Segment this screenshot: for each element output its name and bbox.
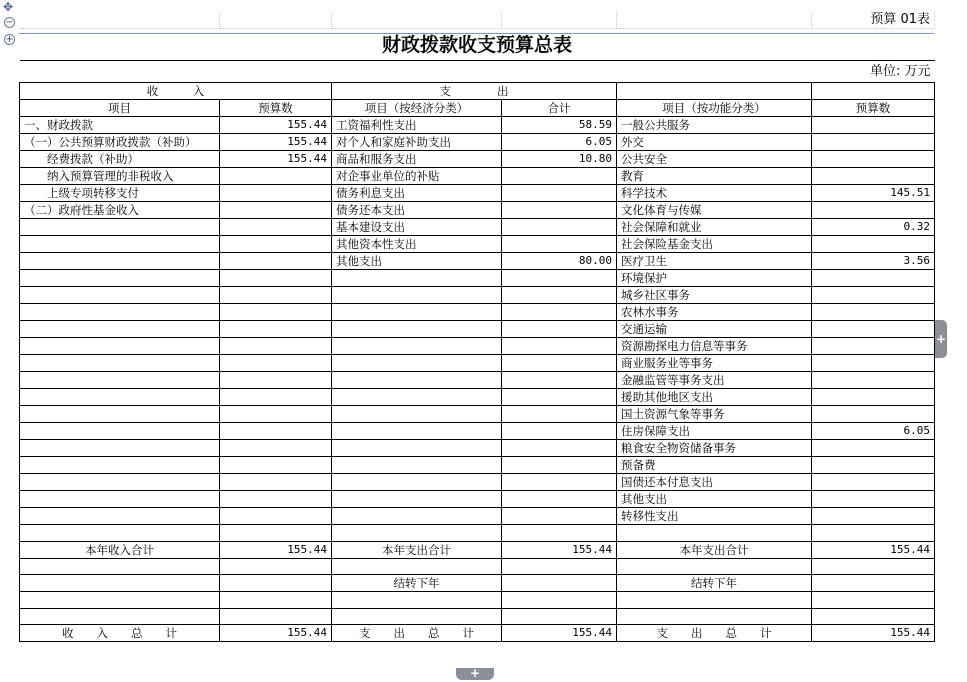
col-header-econ-item: 项目（按经济分类） [332, 100, 502, 117]
func-item-cell[interactable]: 金融监管等事务支出 [617, 372, 812, 389]
expand-plus-icon[interactable]: + [5, 34, 14, 45]
table-row [20, 202, 935, 219]
year-expense-value[interactable]: 155.44 [502, 541, 617, 558]
econ-total-cell[interactable] [502, 219, 617, 236]
func-item-cell[interactable]: 预备费 [617, 457, 812, 474]
econ-item-cell[interactable]: 基本建设支出 [332, 219, 502, 236]
year-income-label: 本年收入合计 [20, 541, 220, 558]
table-row [20, 304, 935, 321]
econ-item-cell[interactable] [332, 287, 502, 304]
income-item-cell[interactable] [20, 508, 220, 525]
econ-total-cell[interactable] [502, 372, 617, 389]
table-row [20, 525, 935, 542]
econ-total-cell[interactable] [502, 423, 617, 440]
econ-total-cell[interactable] [502, 525, 617, 542]
func-budget-cell[interactable]: 3.56 [812, 253, 935, 270]
func-budget-cell[interactable] [812, 457, 935, 474]
func-budget-cell[interactable] [812, 440, 935, 457]
col-header-total: 合计 [502, 100, 617, 117]
table-row [20, 355, 935, 372]
func-item-cell[interactable]: 粮食安全物资储备事务 [617, 440, 812, 457]
econ-item-cell[interactable]: 债务还本支出 [332, 202, 502, 219]
func-budget-cell[interactable] [812, 117, 935, 134]
func-budget-cell[interactable] [812, 406, 935, 423]
table-row [20, 440, 935, 457]
income-budget-cell[interactable] [220, 423, 332, 440]
year-expense-label: 本年支出合计 [332, 541, 502, 558]
econ-item-cell[interactable]: 其他资本性支出 [332, 236, 502, 253]
table-row [20, 219, 935, 236]
income-budget-cell[interactable] [220, 168, 332, 185]
func-item-cell[interactable]: 农林水事务 [617, 304, 812, 321]
func-budget-cell[interactable] [812, 270, 935, 287]
table-row [20, 253, 935, 270]
income-item-cell[interactable] [20, 253, 220, 270]
income-item-cell[interactable]: 上级专项转移支付 [20, 185, 220, 202]
func-budget-cell[interactable] [812, 202, 935, 219]
expense-section-header: 支 出 [332, 83, 617, 100]
econ-total-cell[interactable]: 10.80 [502, 151, 617, 168]
expense-total-func-label: 支 出 总 计 [617, 625, 812, 642]
income-item-cell[interactable] [20, 287, 220, 304]
func-item-cell[interactable]: 社会保险基金支出 [617, 236, 812, 253]
econ-item-cell[interactable] [332, 338, 502, 355]
func-item-cell[interactable]: 商业服务业等事务 [617, 355, 812, 372]
econ-total-cell[interactable]: 80.00 [502, 253, 617, 270]
func-budget-cell[interactable]: 145.51 [812, 185, 935, 202]
func-budget-cell[interactable] [812, 134, 935, 151]
func-item-cell[interactable]: 城乡社区事务 [617, 287, 812, 304]
income-budget-cell[interactable] [220, 406, 332, 423]
econ-item-cell[interactable] [332, 389, 502, 406]
func-budget-cell[interactable] [812, 508, 935, 525]
expense-total-func-value[interactable]: 155.44 [812, 625, 935, 642]
econ-total-cell[interactable] [502, 355, 617, 372]
income-budget-cell[interactable]: 155.44 [220, 134, 332, 151]
table-row [20, 474, 935, 491]
year-expense-func-label: 本年支出合计 [617, 541, 812, 558]
econ-item-cell[interactable] [332, 321, 502, 338]
income-budget-cell[interactable] [220, 355, 332, 372]
func-budget-cell[interactable] [812, 389, 935, 406]
income-budget-cell[interactable] [220, 236, 332, 253]
table-row [20, 491, 935, 508]
table-row [20, 372, 935, 389]
econ-total-cell[interactable] [502, 270, 617, 287]
econ-total-cell[interactable] [502, 406, 617, 423]
func-budget-cell[interactable] [812, 287, 935, 304]
econ-total-cell[interactable] [502, 185, 617, 202]
income-item-cell[interactable] [20, 219, 220, 236]
func-item-cell[interactable]: 公共安全 [617, 151, 812, 168]
econ-total-cell[interactable] [502, 474, 617, 491]
func-item-cell[interactable]: 援助其他地区支出 [617, 389, 812, 406]
func-budget-cell[interactable] [812, 372, 935, 389]
title-separator [19, 33, 934, 34]
income-item-cell[interactable] [20, 321, 220, 338]
income-total-value[interactable]: 155.44 [220, 625, 332, 642]
income-item-cell[interactable] [20, 236, 220, 253]
func-budget-cell[interactable] [812, 355, 935, 372]
income-item-cell[interactable]: 纳入预算管理的非税收入 [20, 168, 220, 185]
func-budget-cell[interactable] [812, 304, 935, 321]
income-budget-cell[interactable] [220, 525, 332, 542]
col-header-budget: 预算数 [220, 100, 332, 117]
econ-total-cell[interactable] [502, 287, 617, 304]
func-budget-cell[interactable] [812, 321, 935, 338]
econ-item-cell[interactable] [332, 355, 502, 372]
func-budget-cell[interactable]: 0.32 [812, 219, 935, 236]
func-item-cell[interactable]: 社会保障和就业 [617, 219, 812, 236]
income-budget-cell[interactable] [220, 185, 332, 202]
add-row-icon[interactable]: + [456, 668, 494, 680]
budget-sheet [19, 12, 935, 642]
table-row [20, 287, 935, 304]
func-item-cell[interactable] [617, 525, 812, 542]
col-header-item: 项目 [20, 100, 220, 117]
econ-total-cell[interactable]: 58.59 [502, 117, 617, 134]
econ-total-cell[interactable]: 6.05 [502, 134, 617, 151]
income-budget-cell[interactable] [220, 287, 332, 304]
econ-item-cell[interactable] [332, 270, 502, 287]
carry-over-func-label: 结转下年 [617, 575, 812, 592]
income-item-cell[interactable] [20, 270, 220, 287]
income-item-cell[interactable] [20, 474, 220, 491]
econ-total-cell[interactable] [502, 236, 617, 253]
table-row [20, 406, 935, 423]
income-item-cell[interactable] [20, 457, 220, 474]
collapse-minus-icon[interactable]: − [5, 17, 14, 28]
econ-item-cell[interactable]: 对个人和家庭补助支出 [332, 134, 502, 151]
econ-total-cell[interactable] [502, 304, 617, 321]
income-section-header: 收 入 [20, 83, 332, 100]
income-budget-cell[interactable] [220, 508, 332, 525]
page-title: 财政拨款收支预算总表 [20, 29, 935, 61]
table-row [20, 423, 935, 440]
col-header-func-item: 项目（按功能分类） [617, 100, 812, 117]
func-item-cell[interactable]: 环境保护 [617, 270, 812, 287]
func-budget-cell[interactable]: 6.05 [812, 423, 935, 440]
income-budget-cell[interactable] [220, 457, 332, 474]
econ-item-cell[interactable] [332, 474, 502, 491]
econ-item-cell[interactable]: 其他支出 [332, 253, 502, 270]
econ-total-cell[interactable] [502, 440, 617, 457]
func-budget-cell[interactable] [812, 525, 935, 542]
func-item-cell[interactable]: 转移性支出 [617, 508, 812, 525]
income-budget-cell[interactable]: 155.44 [220, 117, 332, 134]
func-item-cell[interactable]: 资源勘探电力信息等事务 [617, 338, 812, 355]
income-budget-cell[interactable] [220, 304, 332, 321]
year-income-value[interactable]: 155.44 [220, 541, 332, 558]
move-handle-icon[interactable]: ✥ [3, 0, 14, 14]
add-column-icon[interactable]: + [935, 320, 947, 358]
econ-item-cell[interactable] [332, 423, 502, 440]
econ-total-cell[interactable] [502, 389, 617, 406]
table-row [20, 338, 935, 355]
func-item-cell[interactable]: 文化体育与传媒 [617, 202, 812, 219]
income-budget-cell[interactable] [220, 474, 332, 491]
income-item-cell[interactable]: 经费拨款（补助） [20, 151, 220, 168]
func-item-cell[interactable]: 外交 [617, 134, 812, 151]
table-row [20, 236, 935, 253]
income-budget-cell[interactable]: 155.44 [220, 151, 332, 168]
income-budget-cell[interactable] [220, 338, 332, 355]
col-header-func-budget: 预算数 [812, 100, 935, 117]
func-item-cell[interactable]: 其他支出 [617, 491, 812, 508]
econ-total-cell[interactable] [502, 168, 617, 185]
func-item-cell[interactable]: 国土资源气象等事务 [617, 406, 812, 423]
income-budget-cell[interactable] [220, 389, 332, 406]
income-budget-cell[interactable] [220, 491, 332, 508]
func-item-cell[interactable]: 交通运输 [617, 321, 812, 338]
table-row [20, 508, 935, 525]
expense-total-label: 支 出 总 计 [332, 625, 502, 642]
func-item-cell[interactable]: 医疗卫生 [617, 253, 812, 270]
income-total-label: 收 入 总 计 [20, 625, 220, 642]
income-budget-cell[interactable] [220, 202, 332, 219]
year-expense-func-value[interactable]: 155.44 [812, 541, 935, 558]
func-budget-cell[interactable] [812, 474, 935, 491]
income-item-cell[interactable] [20, 338, 220, 355]
econ-item-cell[interactable]: 债务利息支出 [332, 185, 502, 202]
econ-item-cell[interactable]: 对企事业单位的补贴 [332, 168, 502, 185]
income-budget-cell[interactable] [220, 440, 332, 457]
func-budget-cell[interactable] [812, 151, 935, 168]
table-row [20, 168, 935, 185]
func-budget-cell[interactable] [812, 168, 935, 185]
income-item-cell[interactable] [20, 423, 220, 440]
econ-item-cell[interactable] [332, 372, 502, 389]
econ-total-cell[interactable] [502, 338, 617, 355]
income-item-cell[interactable]: （二）政府性基金收入 [20, 202, 220, 219]
table-row [20, 151, 935, 168]
table-row [20, 134, 935, 151]
income-budget-cell[interactable] [220, 321, 332, 338]
econ-item-cell[interactable] [332, 491, 502, 508]
unit-label: 单位: 万元 [869, 63, 931, 79]
econ-total-cell[interactable] [502, 321, 617, 338]
func-item-cell[interactable]: 一般公共服务 [617, 117, 812, 134]
form-tag: 预算 01表 [812, 12, 935, 29]
income-item-cell[interactable] [20, 304, 220, 321]
table-row [20, 321, 935, 338]
carry-over-label: 结转下年 [332, 575, 502, 592]
econ-item-cell[interactable] [332, 304, 502, 321]
econ-item-cell[interactable] [332, 525, 502, 542]
func-item-cell[interactable]: 国债还本付息支出 [617, 474, 812, 491]
expense-total-value[interactable]: 155.44 [502, 625, 617, 642]
income-budget-cell[interactable] [220, 270, 332, 287]
econ-item-cell[interactable] [332, 440, 502, 457]
table-row [20, 389, 935, 406]
income-item-cell[interactable] [20, 491, 220, 508]
income-budget-cell[interactable] [220, 253, 332, 270]
income-item-cell[interactable] [20, 372, 220, 389]
table-row [20, 457, 935, 474]
econ-total-cell[interactable] [502, 491, 617, 508]
func-item-cell[interactable]: 教育 [617, 168, 812, 185]
income-item-cell[interactable]: （一）公共预算财政拨款（补助） [20, 134, 220, 151]
income-budget-cell[interactable] [220, 372, 332, 389]
econ-total-cell[interactable] [502, 457, 617, 474]
func-item-cell[interactable]: 住房保障支出 [617, 423, 812, 440]
econ-item-cell[interactable] [332, 457, 502, 474]
econ-item-cell[interactable]: 工资福利性支出 [332, 117, 502, 134]
income-budget-cell[interactable] [220, 219, 332, 236]
func-budget-cell[interactable] [812, 491, 935, 508]
income-item-cell[interactable] [20, 406, 220, 423]
econ-total-cell[interactable] [502, 202, 617, 219]
econ-item-cell[interactable] [332, 406, 502, 423]
table-row [20, 185, 935, 202]
econ-total-cell[interactable] [502, 508, 617, 525]
income-item-cell[interactable] [20, 525, 220, 542]
func-item-cell[interactable]: 科学技术 [617, 185, 812, 202]
econ-item-cell[interactable] [332, 508, 502, 525]
income-item-cell[interactable] [20, 389, 220, 406]
table-row [20, 117, 935, 134]
income-item-cell[interactable] [20, 355, 220, 372]
func-budget-cell[interactable] [812, 338, 935, 355]
income-item-cell[interactable]: 一、财政拨款 [20, 117, 220, 134]
income-item-cell[interactable] [20, 440, 220, 457]
table-row [20, 270, 935, 287]
econ-item-cell[interactable]: 商品和服务支出 [332, 151, 502, 168]
func-budget-cell[interactable] [812, 236, 935, 253]
budget-table [19, 12, 935, 642]
